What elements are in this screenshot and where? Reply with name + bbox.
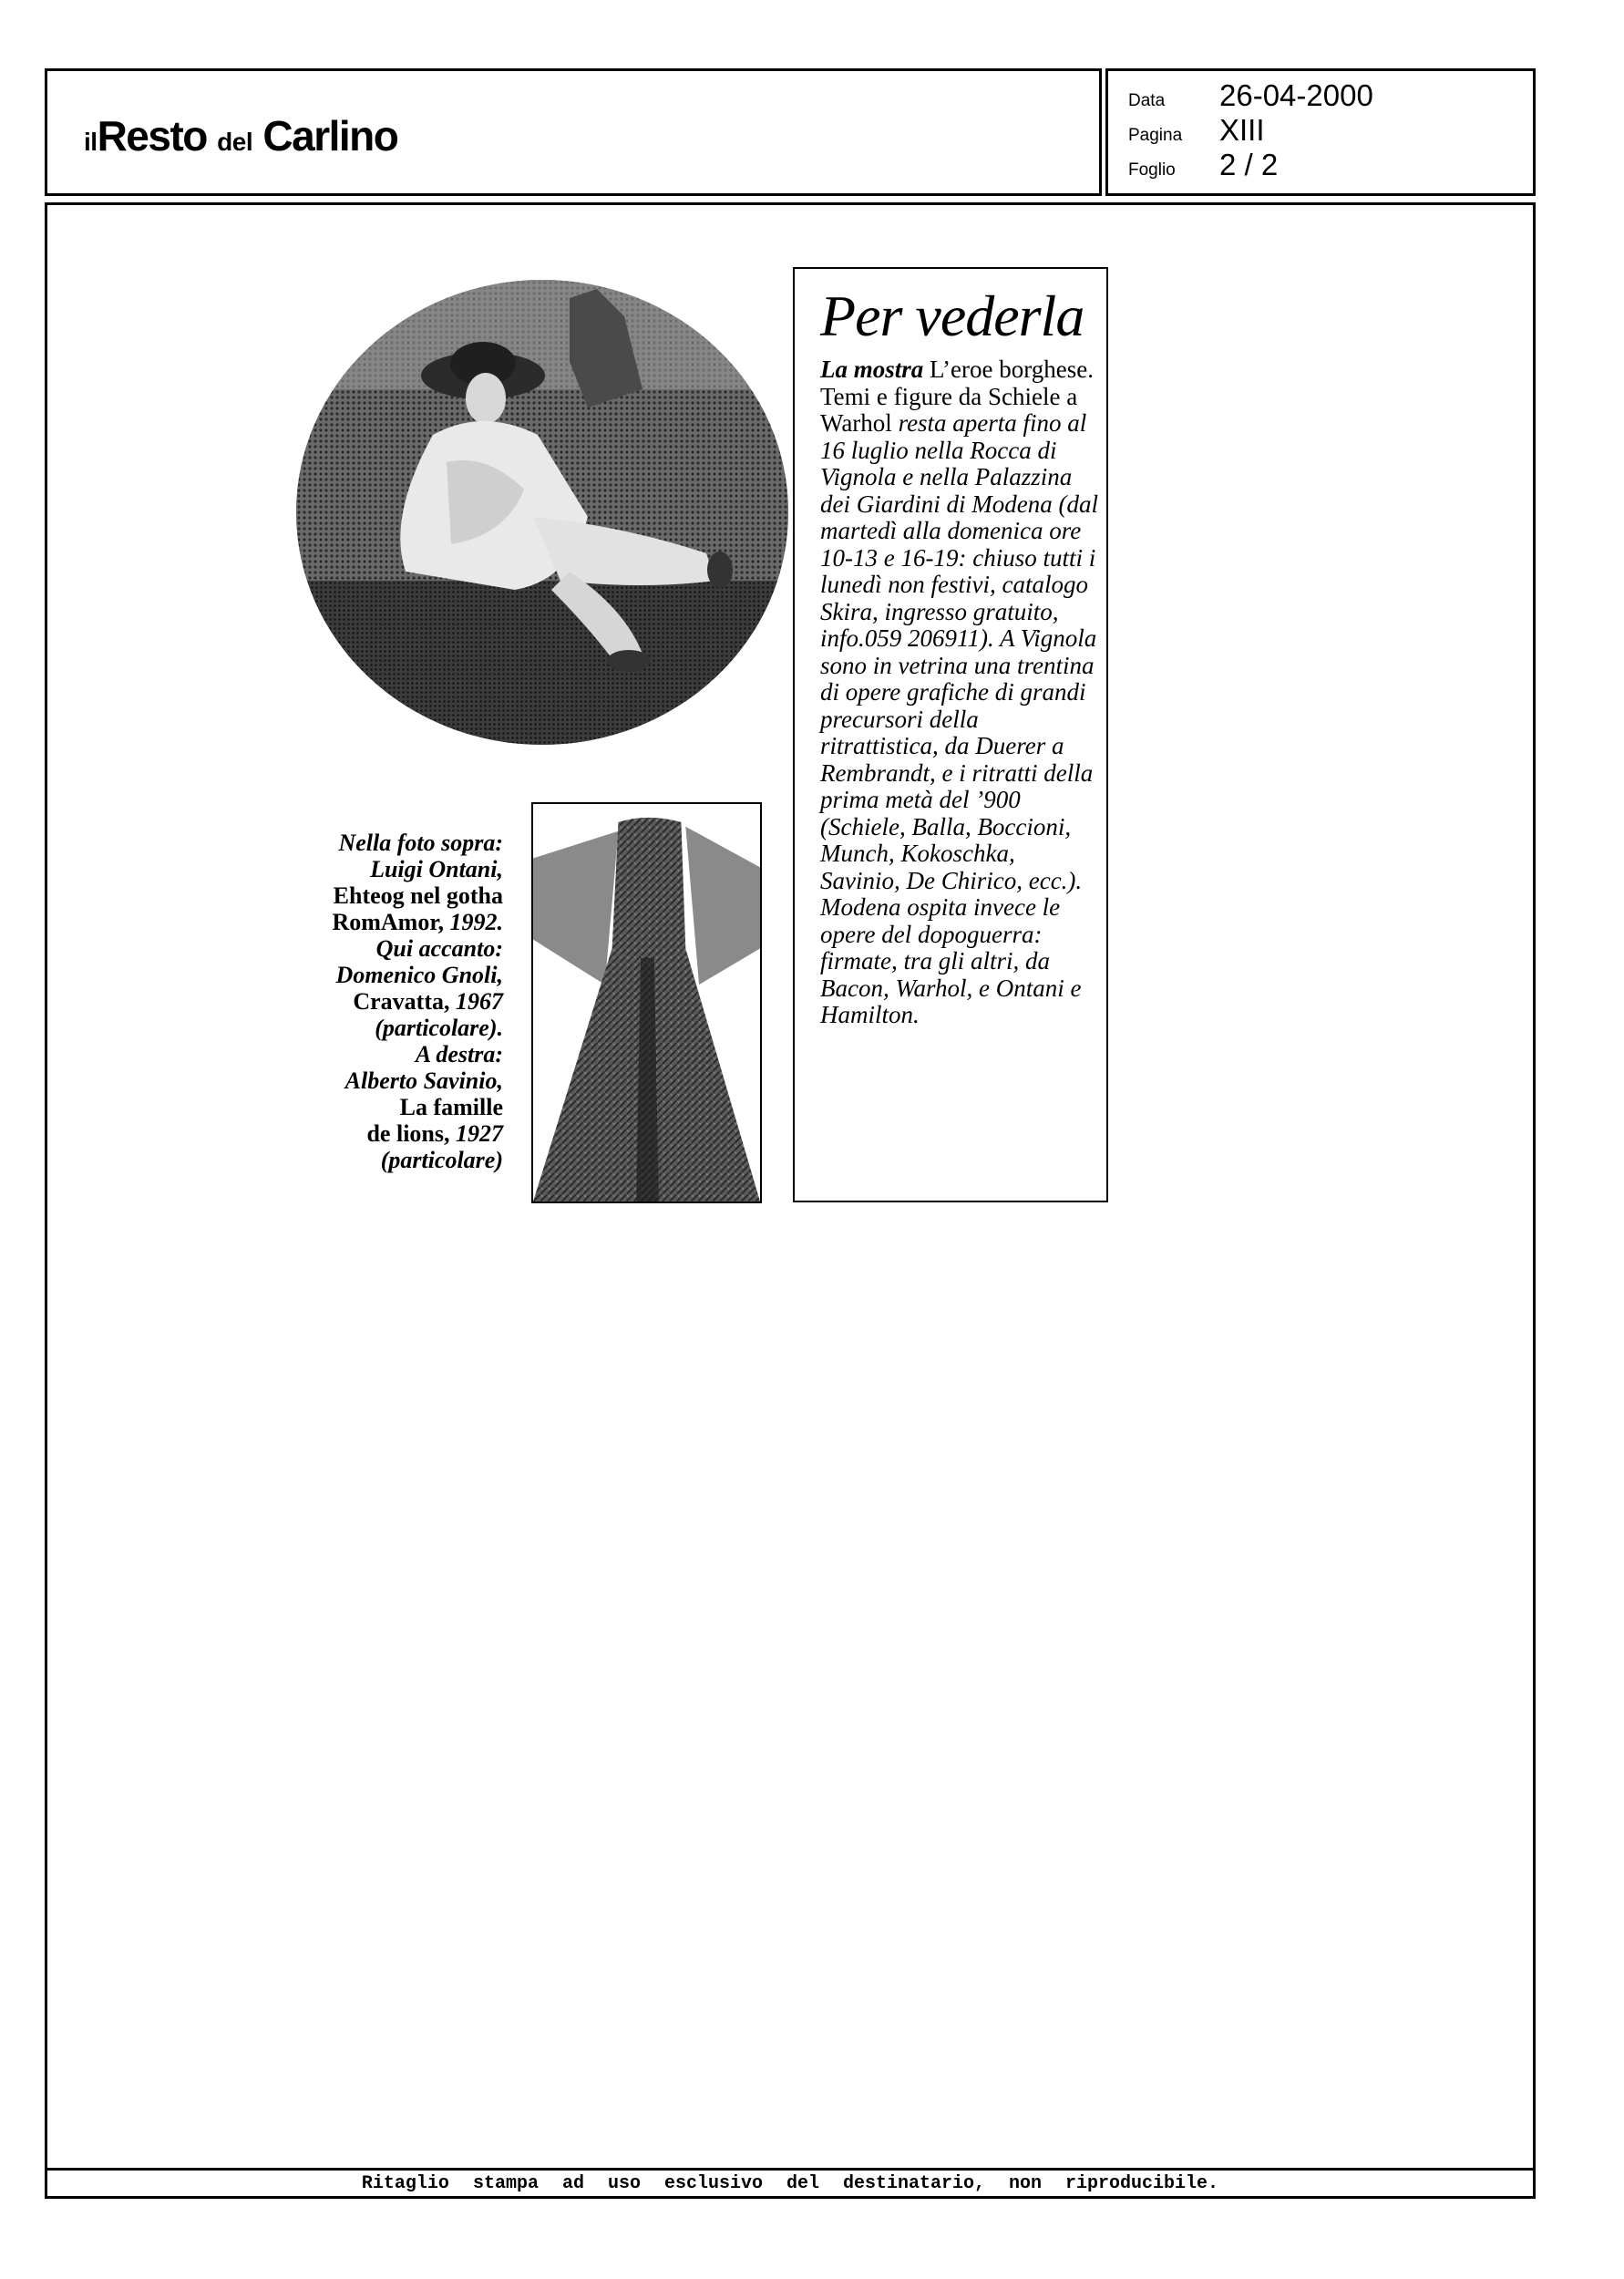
masthead-box	[45, 68, 1102, 196]
meta-row-foglio: Foglio 2 / 2	[1128, 148, 1279, 181]
exhibition-info-box	[793, 267, 1108, 1202]
newspaper-logo: ilResto del Carlino	[84, 112, 398, 160]
clipping-frame	[45, 202, 1536, 2199]
meta-row-pagina: Pagina XIII	[1128, 113, 1265, 147]
cravatta-photo	[531, 802, 762, 1203]
ontani-photo	[296, 280, 788, 745]
footer-divider	[45, 2168, 1536, 2171]
info-title: Per vederla	[820, 284, 1084, 348]
photo-caption: Nella foto sopra: Luigi Ontani, Ehteog nel gotha RomAmor, 1992. Qui accanto: Domenico Gnoli, Cravatta, 1967 (particolare). A destra: Alberto Savinio, La famille de lions, 1927 (particolare)	[332, 830, 503, 1173]
footer-disclaimer: Ritaglio stampa ad uso esclusivo del destinatario, non riproducibile.	[361, 2173, 1219, 2194]
meta-row-data: Data 26-04-2000	[1128, 78, 1373, 112]
info-body: La mostra L’eroe borghese. Temi e figure da Schiele a Warhol resta aperta fino al 16 luglio nella Rocca di Vignola e nella Palazzina dei Giardini di Modena (dal martedì alla domenica ore 10-13 e 16-19: chiuso tutti i lunedì non festivi, catalogo Skira, ingresso gratuito, info.059 206911). A Vignola sono in vetrina una trentina di opere grafiche di grandi precursori della ritrattistica, da Duerer a Rembrandt, e i ritratti della prima metà del ’900 (Schiele, Balla, Boccioni, Munch, Kokoschka, Savinio, De Chirico, ecc.). Modena ospita invece le opere del dopoguerra: firmate, tra gli altri, da Bacon, Warhol, e Ontani e Hamilton.	[820, 356, 1098, 1028]
clipping-meta-box	[1105, 68, 1536, 196]
